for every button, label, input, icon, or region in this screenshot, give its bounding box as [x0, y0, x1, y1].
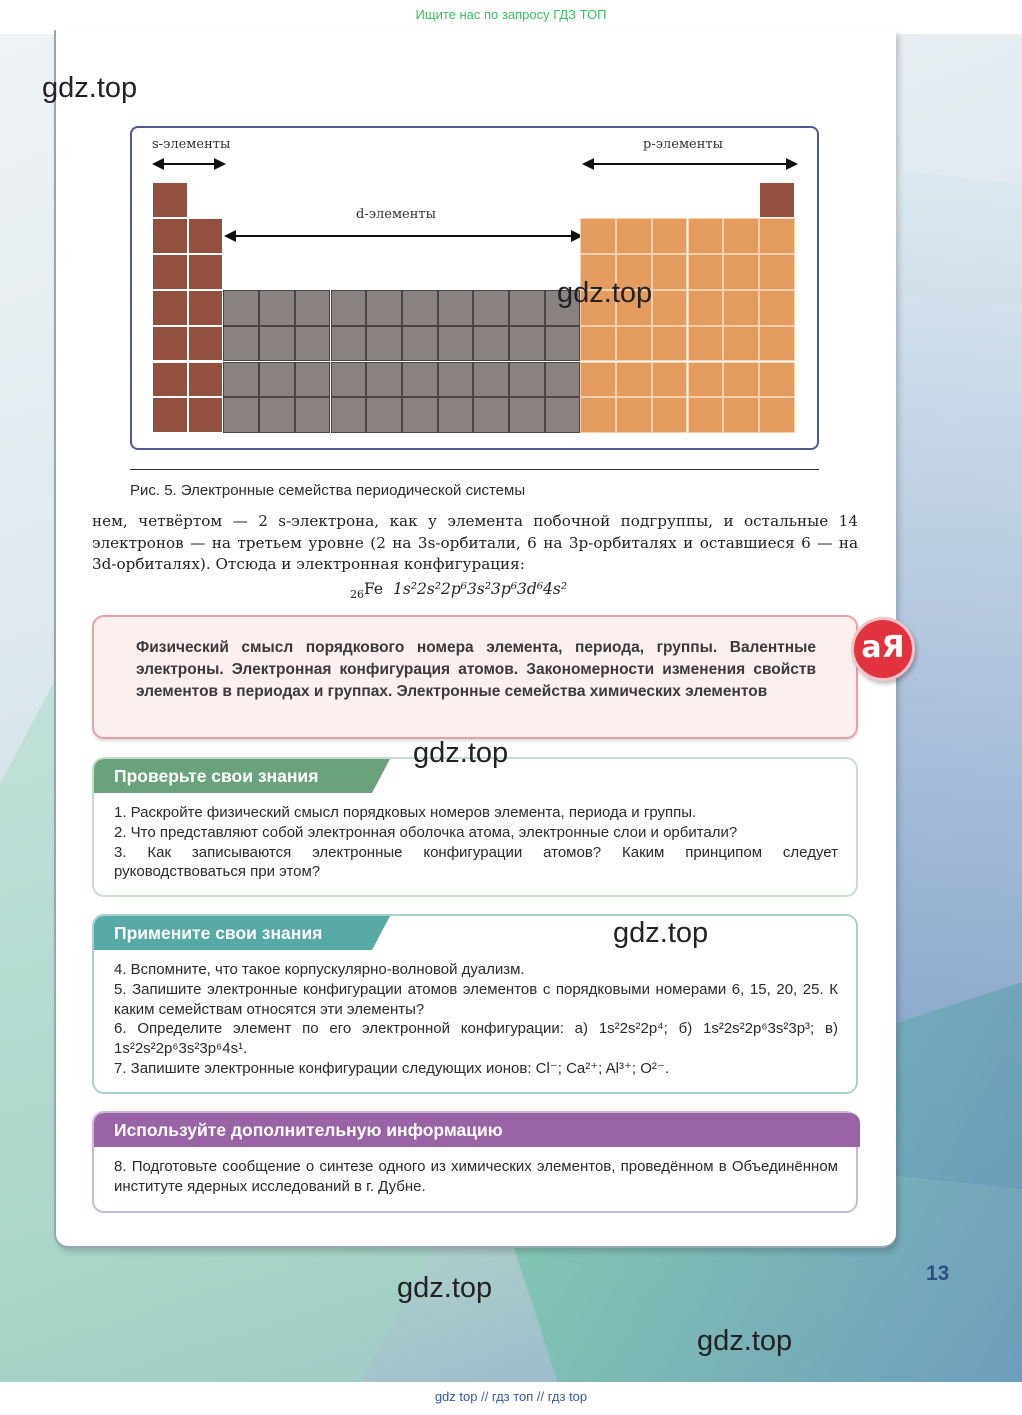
- table-cell: [438, 397, 474, 433]
- bottom-banner: [0, 1382, 1022, 1415]
- table-cell: [759, 182, 795, 218]
- az-dictionary-icon: аЯ: [851, 617, 915, 681]
- table-cell: [616, 362, 652, 398]
- table-cell: [688, 290, 724, 326]
- question-item: 8. Подготовьте сообщение о синтезе одного из химических элементов, проведённом в Объединённом институте ядерных исследований в г. Дубне.: [114, 1158, 838, 1195]
- table-cell: [402, 362, 438, 398]
- table-cell: [580, 397, 616, 433]
- fe-configuration-formula: [350, 580, 567, 601]
- table-cell: [366, 397, 402, 433]
- caption-divider: [130, 469, 819, 470]
- table-cell: [188, 290, 224, 326]
- table-cell: [295, 290, 331, 326]
- table-cell: [402, 326, 438, 362]
- table-cell: [580, 362, 616, 398]
- table-cell: [188, 218, 224, 254]
- table-cell: [366, 326, 402, 362]
- table-cell: [259, 326, 295, 362]
- question-item: 3. Как записываются электронные конфигурации атомов? Каким принципом следует руководствоваться при этом?: [114, 843, 838, 881]
- table-cell: [723, 326, 759, 362]
- check-knowledge-list: [114, 803, 838, 882]
- table-cell: [331, 326, 367, 362]
- additional-info-section: [92, 1111, 858, 1213]
- key-concepts-box: [92, 615, 858, 739]
- watermark: gdz.top: [413, 737, 509, 769]
- table-cell: [616, 326, 652, 362]
- table-cell: [188, 362, 224, 398]
- table-cell: [688, 397, 724, 433]
- table-cell: [259, 362, 295, 398]
- table-cell: [723, 362, 759, 398]
- watermark: gdz.top: [397, 1272, 493, 1304]
- question-item: 5. Запишите электронные конфигурации атомов элементов с порядковыми номерами 6, 15, 20, 25. К каким семействам относятся эти элементы?: [114, 980, 838, 1018]
- bottom-banner-text: gdz top // гдз топ // гдз top: [434, 1389, 588, 1404]
- table-cell: [759, 326, 795, 362]
- apply-knowledge-list: [114, 960, 838, 1079]
- table-cell: [152, 326, 188, 362]
- table-cell: [223, 362, 259, 398]
- element-symbol: Fe: [364, 580, 384, 598]
- table-cell: [473, 326, 509, 362]
- question-item: 2. Что представляют собой электронная оболочка атома, электронные слои и орбитали?: [114, 823, 738, 841]
- table-cell: [152, 254, 188, 290]
- table-cell: [545, 397, 581, 433]
- table-cell: [152, 218, 188, 254]
- d-elements-label: d-элементы: [356, 207, 436, 222]
- table-cell: [652, 254, 688, 290]
- table-cell: [723, 254, 759, 290]
- additional-info-list: [114, 1157, 838, 1197]
- question-item: 1. Раскройте физический смысл порядковых номеров элемента, периода и группы.: [114, 804, 697, 821]
- table-cell: [366, 362, 402, 398]
- table-cell: [473, 290, 509, 326]
- table-cell: [295, 362, 331, 398]
- table-cell: [759, 218, 795, 254]
- table-cell: [759, 362, 795, 398]
- watermark: gdz.top: [557, 277, 653, 309]
- table-cell: [152, 182, 188, 218]
- table-cell: [509, 397, 545, 433]
- table-cell: [759, 290, 795, 326]
- table-cell: [295, 326, 331, 362]
- table-cell: [509, 290, 545, 326]
- table-cell: [438, 290, 474, 326]
- table-cell: [545, 362, 581, 398]
- s-elements-label: s-элементы: [152, 137, 231, 152]
- table-cell: [688, 326, 724, 362]
- table-cell: [545, 326, 581, 362]
- watermark: gdz.top: [42, 72, 138, 104]
- question-item: 6. Определите элемент по его электронной конфигурации: а) 1s²2s²2p⁴; б) 1s²2s²2p⁶3s²3p³; в) 1s²2s²2p⁶3s²3p⁶4s¹.: [114, 1020, 838, 1058]
- table-cell: [616, 218, 652, 254]
- p-elements-label: p-элементы: [643, 137, 723, 152]
- table-cell: [295, 397, 331, 433]
- table-cell: [652, 326, 688, 362]
- table-cell: [473, 362, 509, 398]
- p-block-arrow: [584, 163, 796, 165]
- table-cell: [223, 397, 259, 433]
- table-cell: [331, 362, 367, 398]
- table-cell: [580, 218, 616, 254]
- watermark: gdz.top: [697, 1325, 793, 1357]
- electron-configuration: 1s²2s²2p⁶3s²3p⁶3d⁶4s²: [392, 580, 568, 598]
- additional-info-title: Используйте дополнительную информацию: [94, 1113, 860, 1147]
- table-cell: [688, 362, 724, 398]
- table-cell: [652, 218, 688, 254]
- figure-caption: Рис. 5. Электронные семейства периодической системы: [130, 482, 526, 499]
- table-cell: [366, 290, 402, 326]
- table-cell: [402, 290, 438, 326]
- key-concepts-text: Физический смысл порядкового номера элемента, периода, группы. Валентные электроны. Электронная конфигурация атомов. Закономерности изменения свойств элементов в периодах и группах. Электронные семейства химических элементов: [136, 639, 816, 700]
- table-cell: [759, 254, 795, 290]
- table-cell: [473, 397, 509, 433]
- table-cell: [688, 218, 724, 254]
- table-cell: [723, 218, 759, 254]
- table-cell: [723, 397, 759, 433]
- table-cell: [259, 290, 295, 326]
- table-cell: [580, 326, 616, 362]
- d-block-arrow: [226, 235, 581, 237]
- question-item: 7. Запишите электронные конфигурации следующих ионов: Cl⁻; Ca²⁺; Al³⁺; O²⁻.: [114, 1059, 669, 1077]
- top-banner-text: Ищите нас по запросу ГДЗ ТОП: [415, 7, 607, 22]
- table-cell: [331, 397, 367, 433]
- question-item: 4. Вспомните, что такое корпускулярно-волновой дуализм.: [114, 961, 525, 978]
- top-banner: [0, 0, 1022, 34]
- table-cell: [509, 362, 545, 398]
- atomic-number: 26: [350, 588, 364, 602]
- table-cell: [188, 254, 224, 290]
- table-cell: [688, 254, 724, 290]
- table-cell: [652, 362, 688, 398]
- table-cell: [259, 397, 295, 433]
- table-cell: [152, 362, 188, 398]
- table-cell: [223, 326, 259, 362]
- table-cell: [402, 397, 438, 433]
- table-cell: [759, 397, 795, 433]
- body-paragraph: нем, четвёртом — 2 s-электрона, как у элемента побочной подгруппы, и остальные 14 электронов — на третьем уровне (2 на 3s-орбитали, 6 на 3p-орбиталях и оставшиеся 6 — на 3d-орбиталях). Отсюда и электронная конфигурация:: [92, 512, 858, 573]
- table-cell: [509, 326, 545, 362]
- apply-knowledge-title: Примените свои знания: [94, 916, 372, 950]
- table-cell: [438, 326, 474, 362]
- watermark: gdz.top: [613, 917, 709, 949]
- s-block-arrow: [154, 163, 224, 165]
- table-cell: [152, 397, 188, 433]
- table-cell: [152, 290, 188, 326]
- check-knowledge-title: Проверьте свои знания: [94, 759, 372, 793]
- table-cell: [652, 290, 688, 326]
- apply-knowledge-section: [92, 914, 858, 1094]
- table-cell: [723, 290, 759, 326]
- table-cell: [188, 397, 224, 433]
- table-cell: [616, 397, 652, 433]
- page-number: 13: [926, 1262, 950, 1285]
- check-knowledge-section: [92, 757, 858, 897]
- table-cell: [223, 290, 259, 326]
- table-cell: [652, 397, 688, 433]
- table-cell: [188, 326, 224, 362]
- table-cell: [438, 362, 474, 398]
- table-cell: [331, 290, 367, 326]
